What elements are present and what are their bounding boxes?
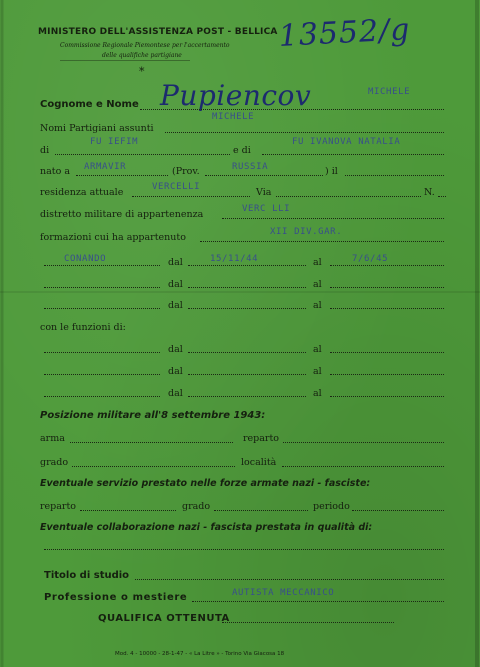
function-to-line-1 <box>330 352 444 353</box>
service-to-label-1: al <box>313 257 322 268</box>
profession-label: Professione o mestiere <box>44 592 188 603</box>
birthplace-value: ARMAVIR <box>84 162 127 172</box>
grado2-line <box>214 510 308 511</box>
studies-label: Titolo di studio <box>44 570 130 581</box>
service-unit-line-3 <box>44 308 160 309</box>
service-to-label-3: al <box>313 300 322 311</box>
nazi-service-heading: Eventuale servizio prestato nelle forze armate nazi - fasciste: <box>40 478 371 489</box>
province-label: (Prov. <box>172 166 200 177</box>
studies-line <box>135 579 444 580</box>
profession-line <box>192 601 444 602</box>
function-to-line-2 <box>330 374 444 375</box>
reparto2-label: reparto <box>40 501 76 512</box>
military-position-heading: Posizione militare all'8 settembre 1943: <box>40 410 266 421</box>
reparto-label: reparto <box>243 433 279 444</box>
service-from-1: 15/11/44 <box>210 254 259 264</box>
grado-label: grado <box>40 457 69 468</box>
born-label: nato a <box>40 166 71 177</box>
district-label: distretto militare di appartenenza <box>40 209 204 220</box>
mother-label: e di <box>233 145 251 156</box>
reparto2-line <box>80 510 176 511</box>
commission-line-1: Commissione Regionale Piemontese per l'accertamento <box>60 42 230 49</box>
residence-line <box>132 196 250 197</box>
father-line <box>55 154 230 155</box>
functions-label: con le funzioni di: <box>40 322 126 333</box>
function-from-line-3 <box>188 396 306 397</box>
service-unit-line-2 <box>44 287 160 288</box>
grado-line <box>72 466 235 467</box>
number-line <box>438 196 446 197</box>
service-from-line-1 <box>188 265 306 266</box>
service-to-1: 7/6/45 <box>352 254 389 264</box>
function-from-label-1: dal <box>168 344 183 355</box>
function-to-label-3: al <box>313 388 322 399</box>
district-line <box>222 218 444 219</box>
periodo-line <box>352 510 444 511</box>
residence-label: residenza attuale <box>40 187 124 198</box>
first-name-typed: MICHELE <box>368 87 411 97</box>
localita-line <box>282 466 444 467</box>
profession-value: AUTISTA MECCANICO <box>232 588 335 598</box>
birthplace-line <box>76 175 168 176</box>
province-value: RUSSIA <box>232 162 269 172</box>
service-to-line-1 <box>330 265 444 266</box>
residence-value: VERCELLI <box>152 182 201 192</box>
function-to-label-2: al <box>313 366 322 377</box>
partisan-names-label: Nomi Partigiani assunti <box>40 123 154 134</box>
localita-label: località <box>241 457 277 468</box>
function-to-line-3 <box>330 396 444 397</box>
district-value: VERC LLI <box>242 204 291 214</box>
function-to-label-1: al <box>313 344 322 355</box>
reparto-line <box>283 442 444 443</box>
grado2-label: grado <box>182 501 211 512</box>
service-to-label-2: al <box>313 279 322 290</box>
service-from-line-3 <box>188 308 306 309</box>
commission-line-2: delle qualifiche partigiane <box>102 52 182 59</box>
service-from-label-1: dal <box>168 257 183 268</box>
service-from-label-2: dal <box>168 279 183 290</box>
formations-label: formazioni cui ha appartenuto <box>40 232 186 243</box>
surname-handwritten: Pupiencov <box>160 79 312 112</box>
collaboration-heading: Eventuale collaborazione nazi - fascista prestata in qualità di: <box>40 522 373 533</box>
function-from-label-3: dal <box>168 388 183 399</box>
father-label: di <box>40 145 50 156</box>
number-label: N. <box>424 187 435 198</box>
printer-footer: Mod. 4 - 10000 - 28-1-47 - « La Litre » - Torino Via Giacosa 18 <box>115 651 285 657</box>
arma-label: arma <box>40 433 65 444</box>
service-to-line-2 <box>330 287 444 288</box>
header-rule <box>60 60 190 61</box>
partisan-name-typed: MICHELE <box>212 112 255 122</box>
arma-line <box>70 442 233 443</box>
service-from-line-2 <box>188 287 306 288</box>
ministry-header: MINISTERO DELL'ASSISTENZA POST - BELLICA <box>38 27 278 37</box>
function-role-line-3 <box>44 396 160 397</box>
function-role-line-1 <box>44 352 160 353</box>
periodo-label: periodo <box>313 501 350 512</box>
file-number-handwritten: 13552/g <box>277 12 412 54</box>
name-line <box>140 109 444 110</box>
service-unit-line-1 <box>44 265 160 266</box>
collaboration-line <box>44 549 444 550</box>
mother-line <box>262 154 444 155</box>
service-to-line-3 <box>330 308 444 309</box>
street-line <box>276 196 421 197</box>
star-mark: * <box>139 65 145 78</box>
function-from-line-2 <box>188 374 306 375</box>
street-label: Via <box>256 187 272 198</box>
qualification-line <box>222 622 394 623</box>
function-from-line-1 <box>188 352 306 353</box>
province-line <box>205 175 323 176</box>
father-value: FU IEFIM <box>90 137 139 147</box>
service-from-label-3: dal <box>168 300 183 311</box>
qualification-label: QUALIFICA OTTENUTA <box>98 613 230 624</box>
surname-name-label: Cognome e Nome <box>40 99 139 110</box>
function-from-label-2: dal <box>168 366 183 377</box>
birthdate-label: ) il <box>325 166 338 177</box>
partisan-names-line <box>165 132 444 133</box>
birthdate-line <box>345 175 444 176</box>
function-role-line-2 <box>44 374 160 375</box>
formations-value: XII DIV.GAR. <box>270 227 343 237</box>
formations-line <box>200 241 444 242</box>
service-unit-1: CONANDO <box>64 254 107 264</box>
mother-value: FU IVANOVA NATALIA <box>292 137 401 147</box>
